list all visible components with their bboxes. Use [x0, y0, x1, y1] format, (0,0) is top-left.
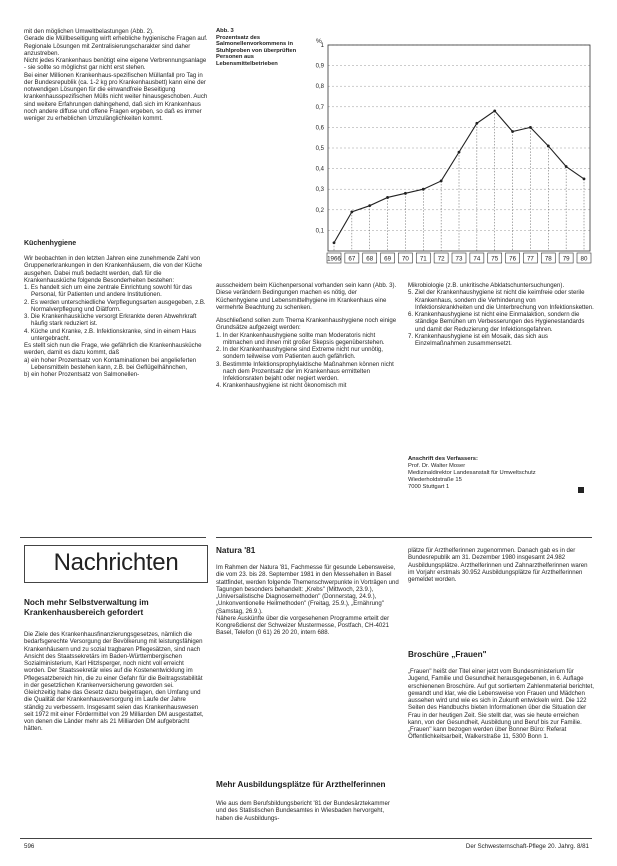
journal-name: Der Schwesternschaft-Pflege 20. Jahrg. 8/81	[465, 843, 589, 850]
y-tick-label: 0,8	[315, 84, 324, 91]
list-item: b) ein hoher Prozentsatz von Salmonellen-	[24, 371, 140, 378]
list-item: 7. Krankenhaushygiene ist ein Mosaik, das sich aus Einzelmaßnahmen zusammensetzt.	[408, 332, 548, 347]
figure-caption	[216, 28, 300, 68]
y-tick-label: 0,4	[315, 166, 324, 173]
paragraph: Nähere Auskünfte über die vorgesehenen Programme erteilt der Kongreßdienst der Schweizer Mustermesse, Postfach, CH-4021 Basel, Telefon (0 61) 26 20 20, intern 688.	[216, 614, 390, 637]
list-item: a) ein hoher Prozentsatz von Kontaminationen bei angelieferten Lebensmitteln bestehen kann, z.B. bei Geflügelhähnchen,	[24, 356, 197, 371]
figure-caption-text: Prozentsatz des Salmonellenvorkommens in Stuhlproben von überprüften Personen aus Lebensmittelbetrieben	[216, 34, 297, 67]
column-a-body	[24, 255, 208, 378]
x-tick-label: 80	[580, 255, 588, 263]
data-point	[440, 180, 443, 183]
author-address	[408, 456, 588, 491]
x-tick-label: 78	[544, 255, 552, 263]
y-tick-label: 0,7	[315, 104, 324, 111]
x-tick-label: 79	[562, 255, 570, 263]
list-item: 4. Krankenhaushygiene ist nicht ökonomisch mit	[216, 382, 347, 390]
page-number: 596	[24, 843, 35, 850]
news-body: „Frauen" heißt der Titel einer jetzt vom Bundesministerium für Jugend, Familie und Gesundheit herausgegebenen, in 6. Auflage erschienenen Broschüre. Auf gut sortiertem Zahlenmaterial berichtet, gewandt und klar, wie die Lebensweise von Frauen und Mädchen aussehen wird und wie es sich in Zukunft entwickeln wird. Die 122 Seiten des Handbuchs bieten Informationen über die Situation der Frau in der heutigen Zeit. Sie stellt dar, was sie heute erreichen kann, von der Gesundheit, Ausbildung und Beruf bis zur Familie. „Frauen" kann bezogen werden über Bonner Büro: Referat Öffentlichkeitsarbeit, Walkerstraße 11, 5300 Bonn 1.	[408, 668, 594, 741]
x-tick-label: 77	[526, 255, 534, 263]
x-tick-label: 71	[419, 255, 427, 263]
section-divider	[20, 537, 206, 538]
x-tick-label: 1966	[327, 255, 341, 263]
x-tick-label: 73	[455, 255, 463, 263]
data-point	[458, 151, 461, 154]
author-line: Prof. Dr. Walter Moser	[408, 462, 466, 469]
footer-rule	[20, 838, 592, 839]
section-heading-kuechenhygiene: Küchenhygiene	[24, 240, 77, 247]
y-tick-label: 1	[320, 43, 324, 49]
column-b-body	[216, 282, 400, 390]
list-item: 1. Es handelt sich um eine zentrale Einrichtung sowohl für das Personal, für Patienten und andere Institutionen.	[24, 284, 193, 299]
data-point	[404, 192, 407, 195]
author-label: Anschrift des Verfassers:	[408, 456, 478, 462]
data-point	[493, 110, 496, 113]
list-item: 1. In der Krankenhaushygiene sollte man Moderatoris nicht mitmachen und ihnen mit großer Skepsis gegenüberstehen.	[216, 331, 385, 346]
list-item: 2. Es werden unterschiedliche Verpflegungsarten ausgegeben, z.B. Normalverpflegung und Diätform.	[24, 298, 206, 313]
author-line: Wiederholdstraße 15	[408, 476, 462, 483]
news-body: Wie aus dem Berufsbildungsbericht '81 der Bundesärztekammer und des Statistischen Bundesamtes in Wiesbaden hervorgeht, haben die Ausbildungs-	[216, 800, 390, 822]
list-item: 5. Ziel der Krankenhaushygiene ist nicht die keimfreie oder sterile Krankenhaus, sondern die Verhinderung von Infektionskrankheiten und die Unterbrechung von Infektionsketten.	[408, 289, 594, 311]
data-point	[565, 165, 568, 168]
paragraph: ausscheidern beim Küchenpersonal vorhanden sein kann (Abb. 3).	[216, 282, 397, 289]
paragraph: Nicht jedes Krankenhaus benötigt eine eigene Verbrennungsanlage - sie sollte so möglichst gar nicht erst stehen.	[24, 57, 207, 72]
news-body: plätze für Arzthelferinnen zugenommen. Danach gab es in der Bundesrepublik am 31. Dezember 1980 insgesamt 24.982 Ausbildungsplätze. Arzthelferinnen und Zahnarzthelferinnen waren im Vorjahr erstmals 30.952 Ausbildungsplätze für Arzthelferinnen gemeldet worden.	[408, 547, 588, 583]
news-headline: Noch mehr Selbstverwaltung im Krankenhausbereich gefordert	[24, 598, 149, 617]
paragraph: Es stellt sich nun die Frage, wie gefährlich die Krankenhausküche werden, damit es dazu kommt, daß	[24, 342, 202, 357]
paragraph: Wir beobachten in den letzten Jahren eine zunehmende Zahl von Gruppenerkrankungen in den Krankenhäusern, die von der Küche ausgehen. Dabei muß bedacht werden, daß für die Krankenhausküche folgende Besonderheiten bestehen:	[24, 255, 203, 284]
author-line: 7000 Stuttgart 1	[408, 483, 450, 490]
column-a-top	[24, 28, 208, 122]
data-point	[529, 126, 532, 129]
paragraph: Gerade die Müllbeseitigung wirft erhebliche hygienische Fragen auf. Regionale Lösungen mit Zentralisierungscharakter sind daher anzustreben.	[24, 35, 208, 57]
column-c-body	[408, 282, 594, 347]
paragraph: mit den möglichen Umweltbelastungen (Abb. 2).	[24, 28, 154, 35]
x-tick-label: 70	[401, 255, 409, 263]
news-body: Die Ziele des Krankenhausfinanzierungsgesetzes, nämlich die bedarfsgerechte Versorgung der Bevölkerung mit leistungsfähigen Krankenhäusern und zu sozial tragbaren Pflegesätzen, sind nach Ansicht des Staatssekretärs im Baden-Württembergischen Sozialministerium, Karl Hitzlsperger, noch nicht voll erreicht worden. Der Staatssekretär wies auf die Kostenentwicklung im Pflegesatzbereich hin, die zu einer Gefahr für die Beitragsstabilität in der gesetzlichen Krankenversicherung geworden sei. Gleichzeitig habe das Gesetz dazu beigetragen, den Umfang und die Qualität der Krankenhausversorgung im Laufe der Jahre ständig zu verbessern. Insgesamt seien das Krankenhauswesen seit 1972 mit einer Fördermittel von 29 Milliarden DM ausgestattet, von denen die Länder mehr als 21 Milliarden DM aufgebracht hätten.	[24, 631, 204, 733]
x-tick-label: 72	[437, 255, 445, 263]
y-tick-label: 0,1	[315, 228, 324, 235]
x-tick-label: 76	[509, 255, 517, 263]
y-axis-unit-label: %	[316, 38, 322, 45]
news-headline: Natura '81	[216, 546, 256, 555]
list-item: 3. Bestimmte Infektionsprophylaktische Maßnahmen können nicht nach dem Prozentsatz der im Krankenhaus ermittelten Infektionsraten bejaht oder negiert werden.	[216, 360, 394, 382]
data-point	[386, 196, 389, 199]
list-item: 6. Krankenhaushygiene ist nicht eine Einmalaktion, sondern die ständige Bemühen um Verbesserungen des Hygienestandards und damit der Reduzierung der Infektionsgefahren.	[408, 311, 585, 333]
data-point	[511, 130, 514, 133]
y-tick-label: 0,2	[315, 207, 324, 214]
x-tick-label: 67	[348, 255, 356, 263]
y-tick-label: 0,5	[315, 146, 324, 152]
data-point	[547, 145, 550, 148]
x-tick-label: 75	[491, 255, 499, 263]
author-line: Medizinaldirektor Landesanstalt für Umweltschutz	[408, 469, 536, 476]
data-point	[475, 122, 478, 125]
paragraph: Bei einer Millionen Krankenhaus-spezifischen Müllanfall pro Tag in der Bundesrepublik (ca. 1-2 kg pro Krankenhausbett) kann eine der notwendigen Lösungen für die einwandfreie Beseitigung krankenhausspezifischen Mülls nicht weiter hinausgeschoben. Auch sind weitere Erfahrungen dahingehend, daß sich im Krankenhaus noch andere diffuse und offene Fragen ergeben, so daß es immer weniger zu erheblichen Umzulänglichkeiten kommt.	[24, 71, 208, 122]
x-tick-label: 74	[473, 255, 481, 263]
nachrichten-box: Nachrichten	[24, 545, 208, 583]
data-point	[583, 178, 586, 181]
x-tick-label: 69	[384, 255, 392, 263]
y-tick-label: 0,9	[315, 63, 324, 70]
list-item: 3. Die Krankenhausküche versorgt Erkrankte deren Abwehrkraft häufig stark reduziert ist.	[24, 313, 197, 328]
end-of-article-mark	[578, 487, 584, 493]
data-point	[333, 241, 336, 244]
x-tick-label: 68	[366, 255, 374, 263]
paragraph: Mikrobiologie (z.B. unkritische Abklatschuntersuchungen).	[408, 282, 565, 289]
data-point	[350, 210, 353, 213]
salmonella-line-chart	[300, 33, 600, 269]
paragraph: Abschließend sollen zum Thema Krankenhaushygiene noch einige Grundsätze aufgezeigt werden:	[216, 317, 397, 332]
y-tick-label: 0,3	[315, 187, 324, 194]
news-body	[216, 564, 400, 637]
chart-axes	[316, 38, 591, 263]
news-headline: Mehr Ausbildungsplätze für Arzthelferinnen	[216, 780, 386, 789]
data-point	[422, 188, 425, 191]
figure-number: Abb. 3	[216, 28, 234, 34]
list-item: 4. Küche und Kranke, z.B. Infektionskranke, sind in einem Haus untergebracht.	[24, 327, 197, 342]
y-tick-label: 0,6	[315, 125, 324, 132]
paragraph: Diese verändern Bedingungen machen es nötig, der Küchenhygiene und Lebensmittelhygiene im Krankenhaus eine vermehrte Beachtung zu schenken.	[216, 289, 387, 311]
news-headline: Broschüre „Frauen"	[408, 650, 487, 659]
paragraph: Im Rahmen der Natura '81, Fachmesse für gesunde Lebensweise, die vom 23. bis 28. September 1981 in den Messehallen in Basel stattfindet, werden folgende Themenschwerpunkte in Vorträgen und Tagungen besonders behandelt: „Krebs" (Mittwoch, 23.9.), „Universalistische Diagnosemethoden" (Donnerstag, 24.9.), „Unkonventionelle Heilmethoden" (Freitag, 25.9.), „Ernährung" (Samstag, 26.9.).	[216, 564, 399, 615]
section-divider	[216, 537, 592, 538]
data-point	[368, 204, 371, 207]
list-item: 2. In der Krankenhaushygiene sind Extreme nicht nur unnötig, sondern teilweise vom Patienten auch gefährlich.	[216, 346, 384, 361]
